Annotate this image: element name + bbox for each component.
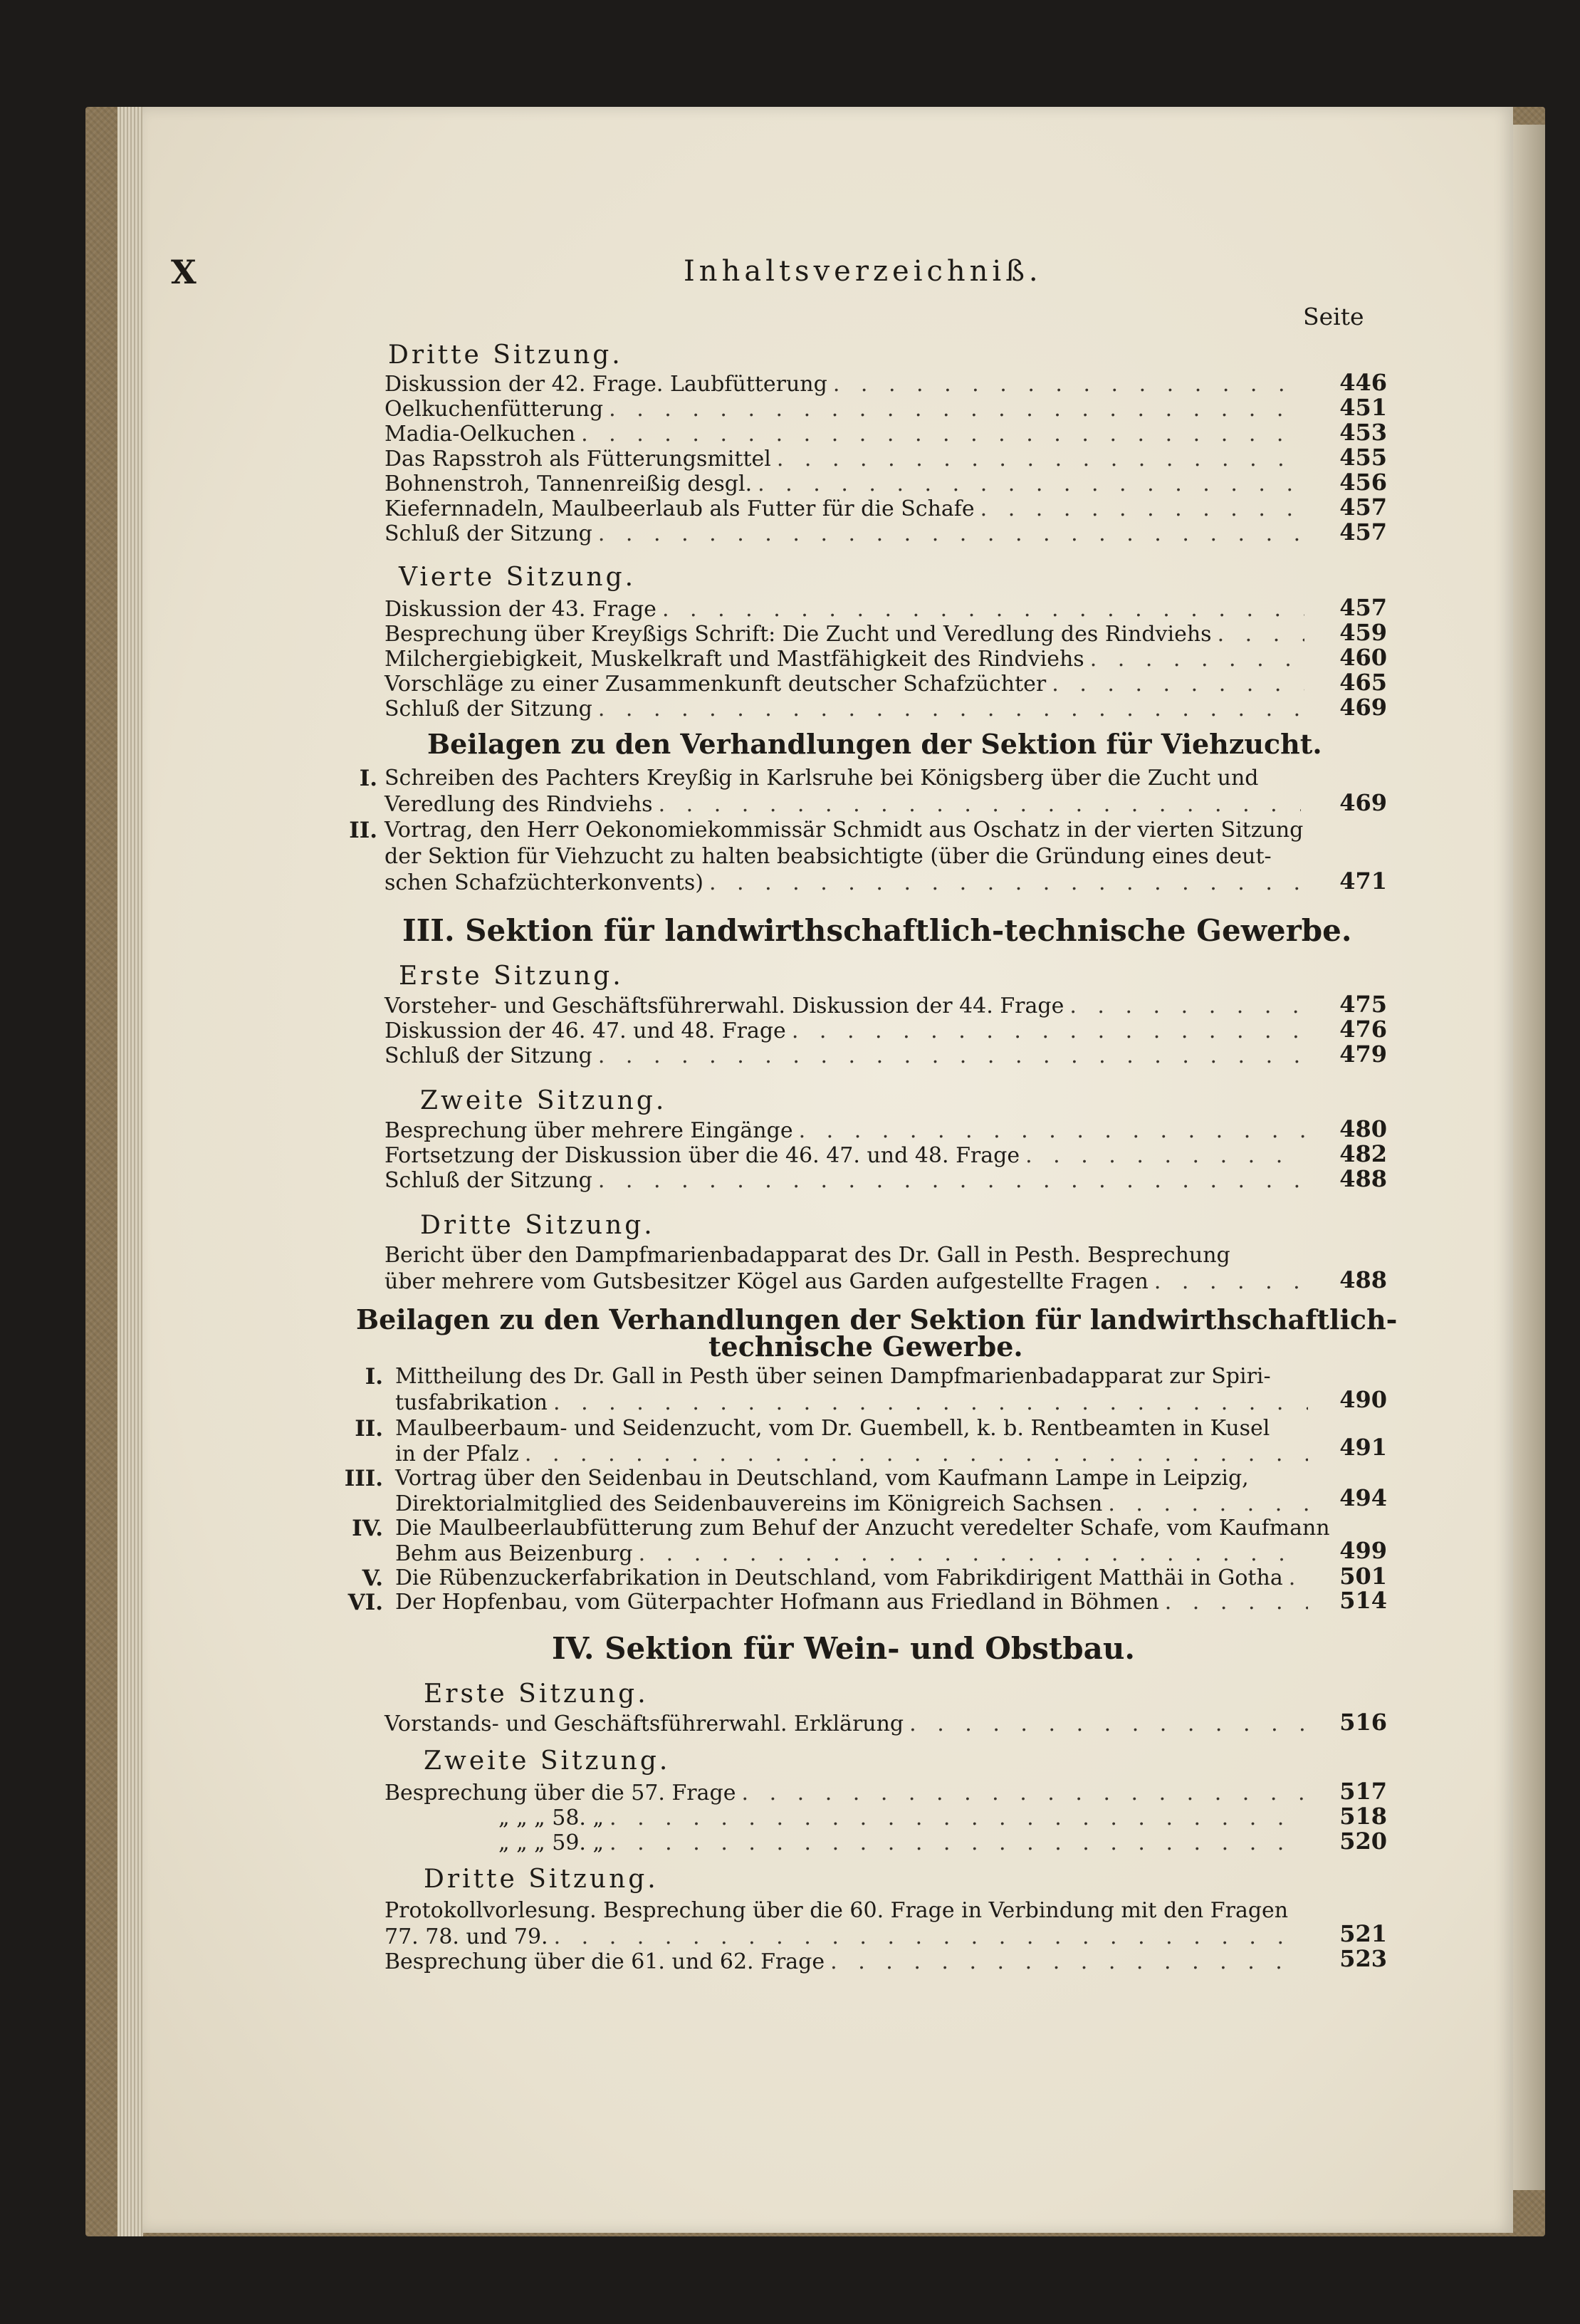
roman-numeral: II. xyxy=(349,818,377,843)
page-number: 451 xyxy=(1339,394,1387,421)
page-number: 459 xyxy=(1339,619,1387,646)
toc-entry-line: der Sektion für Viehzucht zu halten beabsichtigte (über die Gründung eines deut- xyxy=(384,844,1272,869)
roman-numeral: II. xyxy=(355,1416,383,1442)
session-heading: Zweite Sitzung. xyxy=(420,1086,667,1115)
page-number: 514 xyxy=(1339,1587,1387,1614)
session-heading: Dritte Sitzung. xyxy=(424,1865,659,1894)
toc-entry: Das Rapsstroh als Fütterungsmittel . . . xyxy=(384,447,1310,472)
page-number: 501 xyxy=(1339,1563,1387,1590)
toc-entry: Schluß der Sitzung . . . xyxy=(384,1168,1310,1194)
roman-numeral: V. xyxy=(362,1565,383,1591)
page-number: 475 xyxy=(1339,991,1387,1018)
section-heading: IV. Sektion für Wein- und Obstbau. xyxy=(552,1631,1135,1666)
toc-entry: „ „ „ 59. „ . . . xyxy=(498,1830,1310,1856)
roman-numeral: VI. xyxy=(347,1590,383,1615)
section-heading: III. Sektion für landwirthschaftlich-technische Gewerbe. xyxy=(402,913,1352,948)
toc-entry-line: Schreiben des Pachters Kreyßig in Karlsruhe bei Königsberg über die Zucht und xyxy=(384,766,1259,791)
page-number: 446 xyxy=(1339,369,1387,396)
toc-entry: Oelkuchenfütterung . . . xyxy=(384,397,1310,422)
page-number: 460 xyxy=(1339,644,1387,671)
toc-entry: Behm aus Beizenburg . . . xyxy=(395,1541,1314,1567)
session-heading: Dritte Sitzung. xyxy=(388,340,623,370)
toc-entry: Diskussion der 42. Frage. Laubfütterung . . . xyxy=(384,372,1310,397)
toc-entry: Der Hopfenbau, vom Güterpachter Hofmann aus Friedland in Böhmen . . . xyxy=(395,1590,1314,1615)
page-number: 521 xyxy=(1339,1920,1387,1947)
beilagen-heading: Beilagen zu den Verhandlungen der Sektion für landwirthschaftlich- xyxy=(356,1303,1398,1335)
toc-entry-line: Die Maulbeerlaubfütterung zum Behuf der Anzucht veredelter Schafe, vom Kaufmann xyxy=(395,1516,1330,1541)
toc-entry: Milchergiebigkeit, Muskelkraft und Mastfähigkeit des Rindviehs . . . xyxy=(384,647,1310,672)
page-number: 488 xyxy=(1339,1165,1387,1192)
page-number: 455 xyxy=(1339,444,1387,471)
page-number: 518 xyxy=(1339,1803,1387,1830)
beilagen-heading: Beilagen zu den Verhandlungen der Sektion für Viehzucht. xyxy=(427,728,1322,760)
page-number: 520 xyxy=(1339,1828,1387,1855)
page-number: 457 xyxy=(1339,594,1387,621)
page-number: 465 xyxy=(1339,669,1387,696)
toc-entry: Bohnenstroh, Tannenreißig desgl. . . . xyxy=(384,471,1310,497)
toc-entry: schen Schafzüchterkonvents) . . . xyxy=(384,870,1307,896)
roman-numeral: III. xyxy=(344,1466,383,1491)
session-heading: Vierte Sitzung. xyxy=(399,563,637,592)
toc-entry: tusfabrikation . . . xyxy=(395,1390,1314,1416)
toc-entry: Besprechung über mehrere Eingänge . . . xyxy=(384,1118,1310,1144)
page-number: 499 xyxy=(1339,1537,1387,1564)
toc-entry: Schluß der Sitzung . . . xyxy=(384,1043,1310,1069)
toc-entry: über mehrere vom Gutsbesitzer Kögel aus Garden aufgestellte Fragen . . . xyxy=(384,1269,1307,1295)
page-number: 517 xyxy=(1339,1778,1387,1805)
page-number: 479 xyxy=(1339,1041,1387,1068)
toc-entry-line: Mittheilung des Dr. Gall in Pesth über seinen Dampfmarienbadapparat zur Spiri- xyxy=(395,1364,1271,1389)
session-heading: Dritte Sitzung. xyxy=(420,1211,655,1240)
page-title: Inhaltsverzeichniß. xyxy=(684,255,1042,288)
toc-entry: Vorstands- und Geschäftsführerwahl. Erklärung . . . xyxy=(384,1711,1310,1737)
page-number: 471 xyxy=(1339,867,1387,895)
toc-entry: Schluß der Sitzung . . . xyxy=(384,697,1310,722)
toc-entry: Schluß der Sitzung . . . xyxy=(384,521,1310,547)
toc-entry: Die Rübenzuckerfabrikation in Deutschland, vom Fabrikdirigent Matthäi in Gotha . . . xyxy=(395,1565,1314,1591)
page-number: 457 xyxy=(1339,494,1387,521)
session-heading: Erste Sitzung. xyxy=(399,962,624,991)
toc-entry: 77. 78. und 79. . . . xyxy=(384,1924,1310,1950)
beilagen-heading-cont: technische Gewerbe. xyxy=(708,1330,1023,1362)
toc-entry: Vorschläge zu einer Zusammenkunft deutscher Schafzüchter . . . xyxy=(384,672,1310,697)
seite-column-label: Seite xyxy=(1303,303,1364,330)
toc-entry: Besprechung über die 61. und 62. Frage . . . xyxy=(384,1949,1310,1975)
page-number: 476 xyxy=(1339,1016,1387,1043)
roman-numeral: I. xyxy=(365,1364,383,1390)
session-heading: Zweite Sitzung. xyxy=(424,1746,671,1776)
page-number: 494 xyxy=(1339,1484,1387,1511)
page-edges-right xyxy=(1513,125,1545,2190)
roman-numeral: IV. xyxy=(352,1516,383,1541)
page-label: X xyxy=(171,253,197,291)
toc-entry: Madia-Oelkuchen . . . xyxy=(384,422,1310,447)
toc-entry: Kiefernnadeln, Maulbeerlaub als Futter für die Schafe . . . xyxy=(384,496,1310,522)
toc-entry: Diskussion der 46. 47. und 48. Frage . . . xyxy=(384,1018,1310,1044)
toc-entry: Veredlung des Rindviehs . . . xyxy=(384,792,1307,818)
toc-entry: Besprechung über Kreyßigs Schrift: Die Zucht und Veredlung des Rindviehs . . . xyxy=(384,622,1310,647)
page-number: 491 xyxy=(1339,1434,1387,1461)
page-number: 488 xyxy=(1339,1266,1387,1293)
session-heading: Erste Sitzung. xyxy=(424,1679,649,1709)
page-number: 469 xyxy=(1339,789,1387,816)
toc-entry-line: Protokollvorlesung. Besprechung über die 60. Frage in Verbindung mit den Fragen xyxy=(384,1898,1289,1923)
toc-entry: Direktorialmitglied des Seidenbauvereins im Königreich Sachsen . . . xyxy=(395,1491,1314,1517)
toc-entry: „ „ „ 58. „ . . . xyxy=(498,1805,1310,1831)
page-number: 480 xyxy=(1339,1115,1387,1142)
toc-entry-line: Vortrag über den Seidenbau in Deutschland, vom Kaufmann Lampe in Leipzig, xyxy=(395,1466,1249,1491)
toc-entry-line: Vortrag, den Herr Oekonomiekommissär Schmidt aus Oschatz in der vierten Sitzung xyxy=(384,818,1304,843)
page-number: 482 xyxy=(1339,1140,1387,1167)
page-number: 457 xyxy=(1339,519,1387,546)
roman-numeral: I. xyxy=(359,766,377,791)
toc-entry-line: Bericht über den Dampfmarienbadapparat des Dr. Gall in Pesth. Besprechung xyxy=(384,1243,1230,1268)
page-edges-left xyxy=(117,107,143,2236)
toc-entry: Vorsteher- und Geschäftsführerwahl. Diskussion der 44. Frage . . . xyxy=(384,994,1310,1019)
page-number: 523 xyxy=(1339,1945,1387,1972)
toc-entry: Diskussion der 43. Frage . . . xyxy=(384,597,1310,622)
toc-entry: in der Pfalz . . . xyxy=(395,1442,1314,1467)
toc-entry-line: Maulbeerbaum- und Seidenzucht, vom Dr. Guembell, k. b. Rentbeamten in Kusel xyxy=(395,1416,1270,1441)
toc-entry: Fortsetzung der Diskussion über die 46. 47. und 48. Frage . . . xyxy=(384,1143,1310,1169)
page-number: 469 xyxy=(1339,694,1387,721)
page-number: 453 xyxy=(1339,419,1387,446)
toc-entry: Besprechung über die 57. Frage . . . xyxy=(384,1781,1310,1806)
page-number: 490 xyxy=(1339,1386,1387,1413)
page-number: 456 xyxy=(1339,469,1387,496)
page-number: 516 xyxy=(1339,1709,1387,1736)
